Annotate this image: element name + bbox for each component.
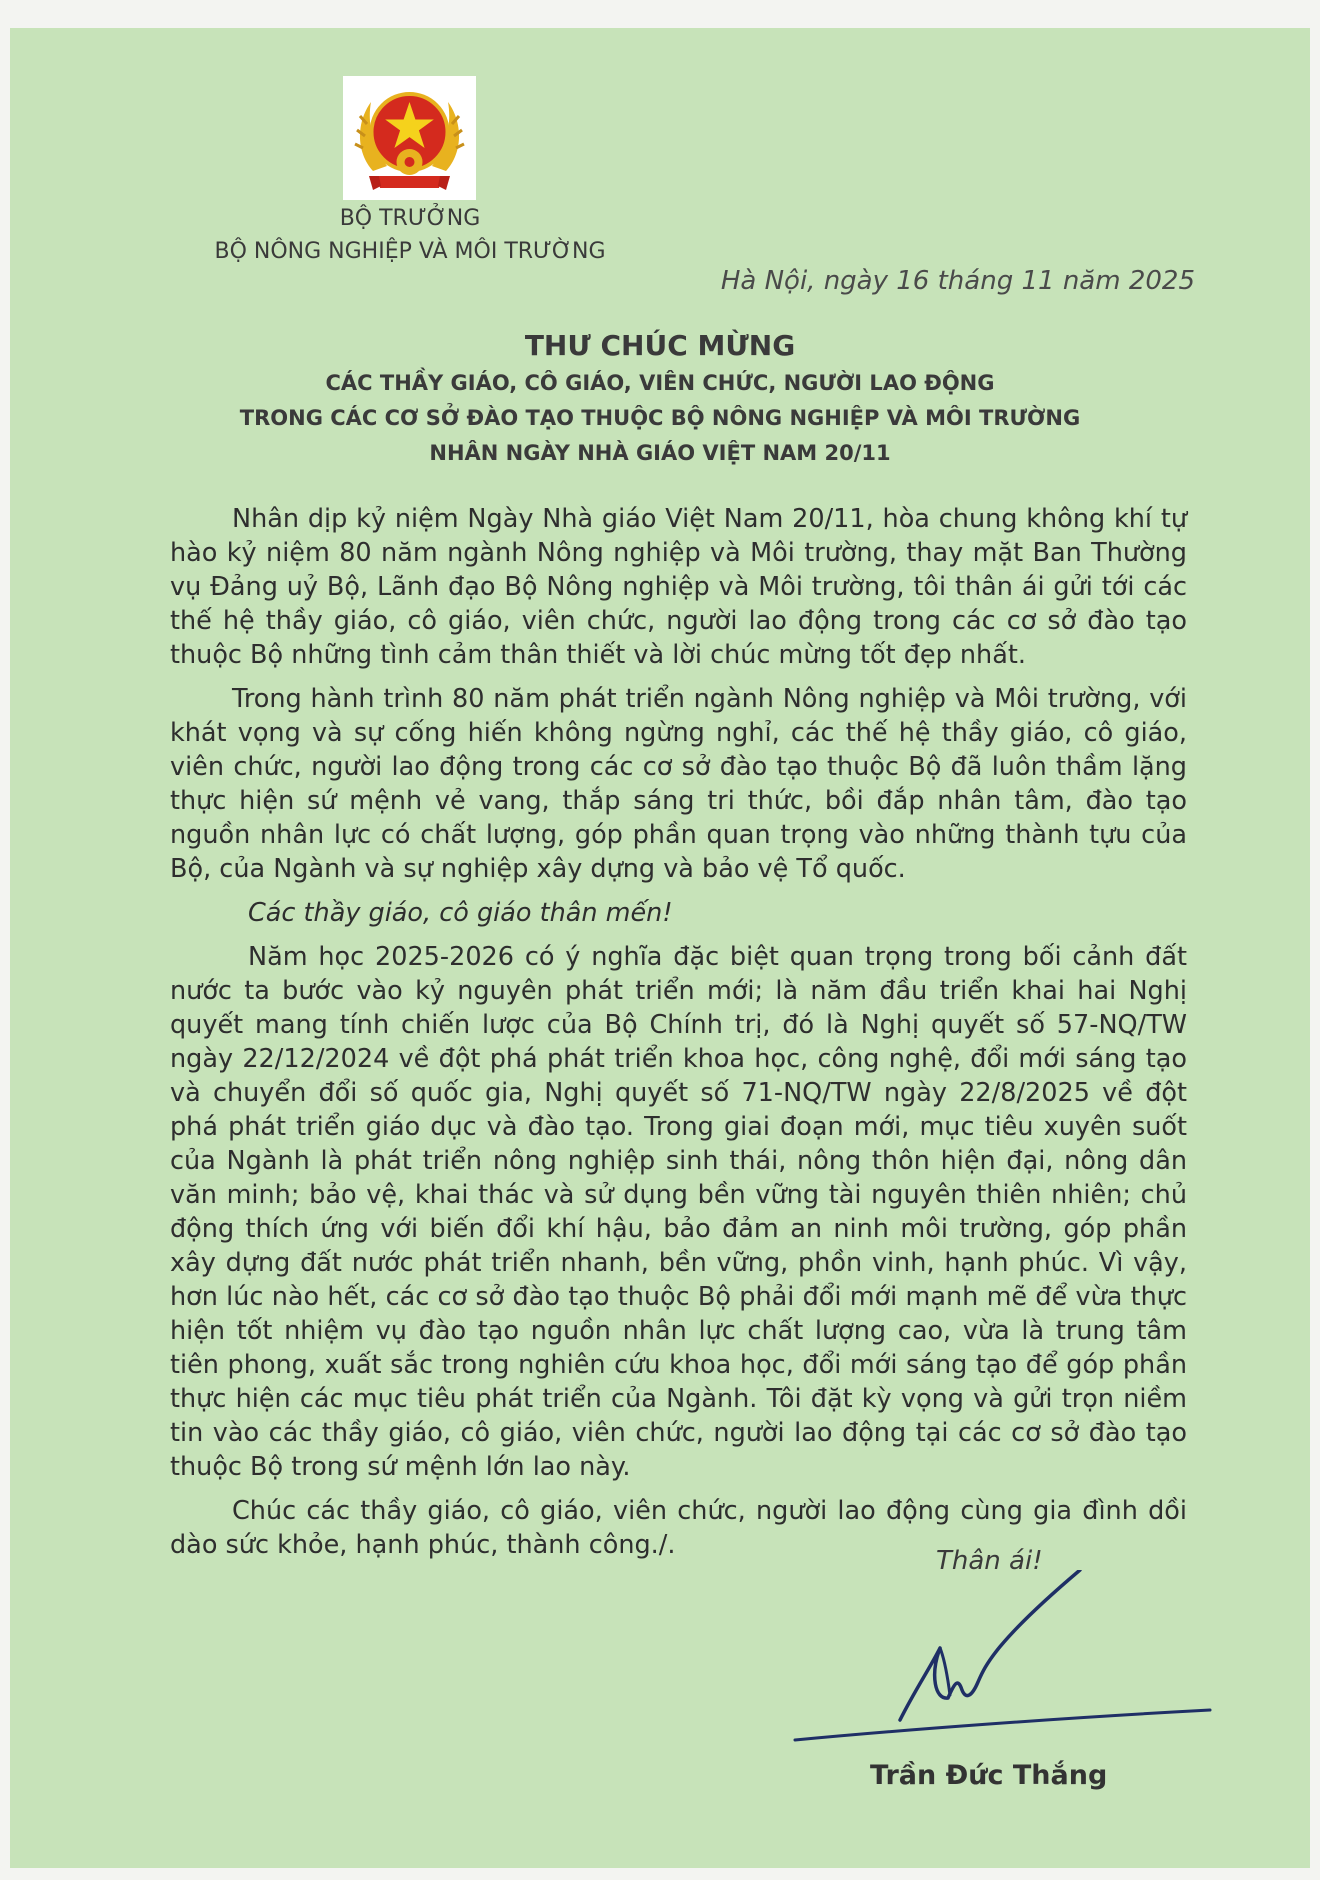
national-emblem-icon	[343, 76, 476, 200]
body-paragraph-1: Nhân dịp kỷ niệm Ngày Nhà giáo Việt Nam 20/11, hòa chung không khí tự hào kỷ niệm 80 năm ngành Nông nghiệp và Môi trường, thay mặt Ban Thường vụ Đảng uỷ Bộ, Lãnh đạo Bộ Nông nghiệp và Môi trường, tôi thân ái gửi tới các thế hệ thầy giáo, cô giáo, viên chức, người lao động trong các cơ sở đào tạo thuộc Bộ những tình cảm thân thiết và lời chúc mừng tốt đẹp nhất.	[170, 504, 1187, 670]
letter-subtitle-line3: NHÂN NGÀY NHÀ GIÁO VIỆT NAM 20/11	[429, 441, 891, 465]
handwritten-signature-icon	[780, 1570, 1220, 1750]
letter-date: Hà Nội, ngày 16 tháng 11 năm 2025	[720, 266, 1195, 296]
signer-name: Trần Đức Thắng	[870, 1760, 1108, 1791]
issuer-block	[210, 202, 610, 268]
issuer-title: BỘ TRƯỞNG	[339, 206, 481, 231]
letter-title: THƯ CHÚC MỪNG	[524, 329, 796, 362]
letter-subtitle-line2: TRONG CÁC CƠ SỞ ĐÀO TẠO THUỘC BỘ NÔNG NGHIỆP VÀ MÔI TRƯỜNG	[239, 406, 1081, 430]
title-block	[10, 326, 1310, 471]
body-paragraph-2: Trong hành trình 80 năm phát triển ngành Nông nghiệp và Môi trường, với khát vọng và sự cống hiến không ngừng nghỉ, các thế hệ thầy giáo, cô giáo, viên chức, người lao động trong các cơ sở đào tạo thuộc Bộ đã luôn thầm lặng thực hiện sứ mệnh vẻ vang, thắp sáng tri thức, bồi đắp nhân tâm, đào tạo nguồn nhân lực có chất lượng, góp phần quan trọng vào những thành tựu của Bộ, của Ngành và sự nghiệp xây dựng và bảo vệ Tổ quốc.	[170, 684, 1187, 884]
body-paragraph-4: Chúc các thầy giáo, cô giáo, viên chức, người lao động cùng gia đình dồi dào sức khỏe, hạnh phúc, thành công./.	[170, 1496, 1187, 1560]
letter-subtitle-line1: CÁC THẦY GIÁO, CÔ GIÁO, VIÊN CHỨC, NGƯỜI LAO ĐỘNG	[325, 371, 995, 395]
body-greeting: Các thầy giáo, cô giáo thân mến!	[248, 898, 673, 928]
body-paragraph-3: Năm học 2025-2026 có ý nghĩa đặc biệt quan trọng trong bối cảnh đất nước ta bước vào kỷ nguyên phát triển mới; là năm đầu triển khai hai Nghị quyết mang tính chiến lược của Bộ Chính trị, đó là Nghị quyết số 57-NQ/TW ngày 22/12/2024 về đột phá phát triển khoa học, công nghệ, đổi mới sáng tạo và chuyển đổi số quốc gia, Nghị quyết số 71-NQ/TW ngày 22/8/2025 về đột phá phát triển giáo dục và đào tạo. Trong giai đoạn mới, mục tiêu xuyên suốt của Ngành là phát triển nông nghiệp sinh thái, nông thôn hiện đại, nông dân văn minh; bảo vệ, khai thác và sử dụng bền vững tài nguyên thiên nhiên; chủ động thích ứng với biến đổi khí hậu, bảo đảm an ninh môi trường, góp phần xây dựng đất nước phát triển nhanh, bền vững, phồn vinh, hạnh phúc. Vì vậy, hơn lúc nào hết, các cơ sở đào tạo thuộc Bộ phải đổi mới mạnh mẽ để vừa thực hiện tốt nhiệm vụ đào tạo nguồn nhân lực chất lượng cao, vừa là trung tâm tiên phong, xuất sắc trong nghiên cứu khoa học, đổi mới sáng tạo để góp phần thực hiện các mục tiêu phát triển của Ngành. Tôi đặt kỳ vọng và gửi trọn niềm tin vào các thầy giáo, cô giáo, viên chức, người lao động tại các cơ sở đào tạo thuộc Bộ trong sứ mệnh lớn lao này.	[170, 942, 1187, 1482]
issuer-ministry: BỘ NÔNG NGHIỆP VÀ MÔI TRƯỜNG	[214, 239, 606, 264]
closing-salutation: Thân ái!	[936, 1546, 1043, 1576]
letter-body	[170, 502, 1187, 1572]
